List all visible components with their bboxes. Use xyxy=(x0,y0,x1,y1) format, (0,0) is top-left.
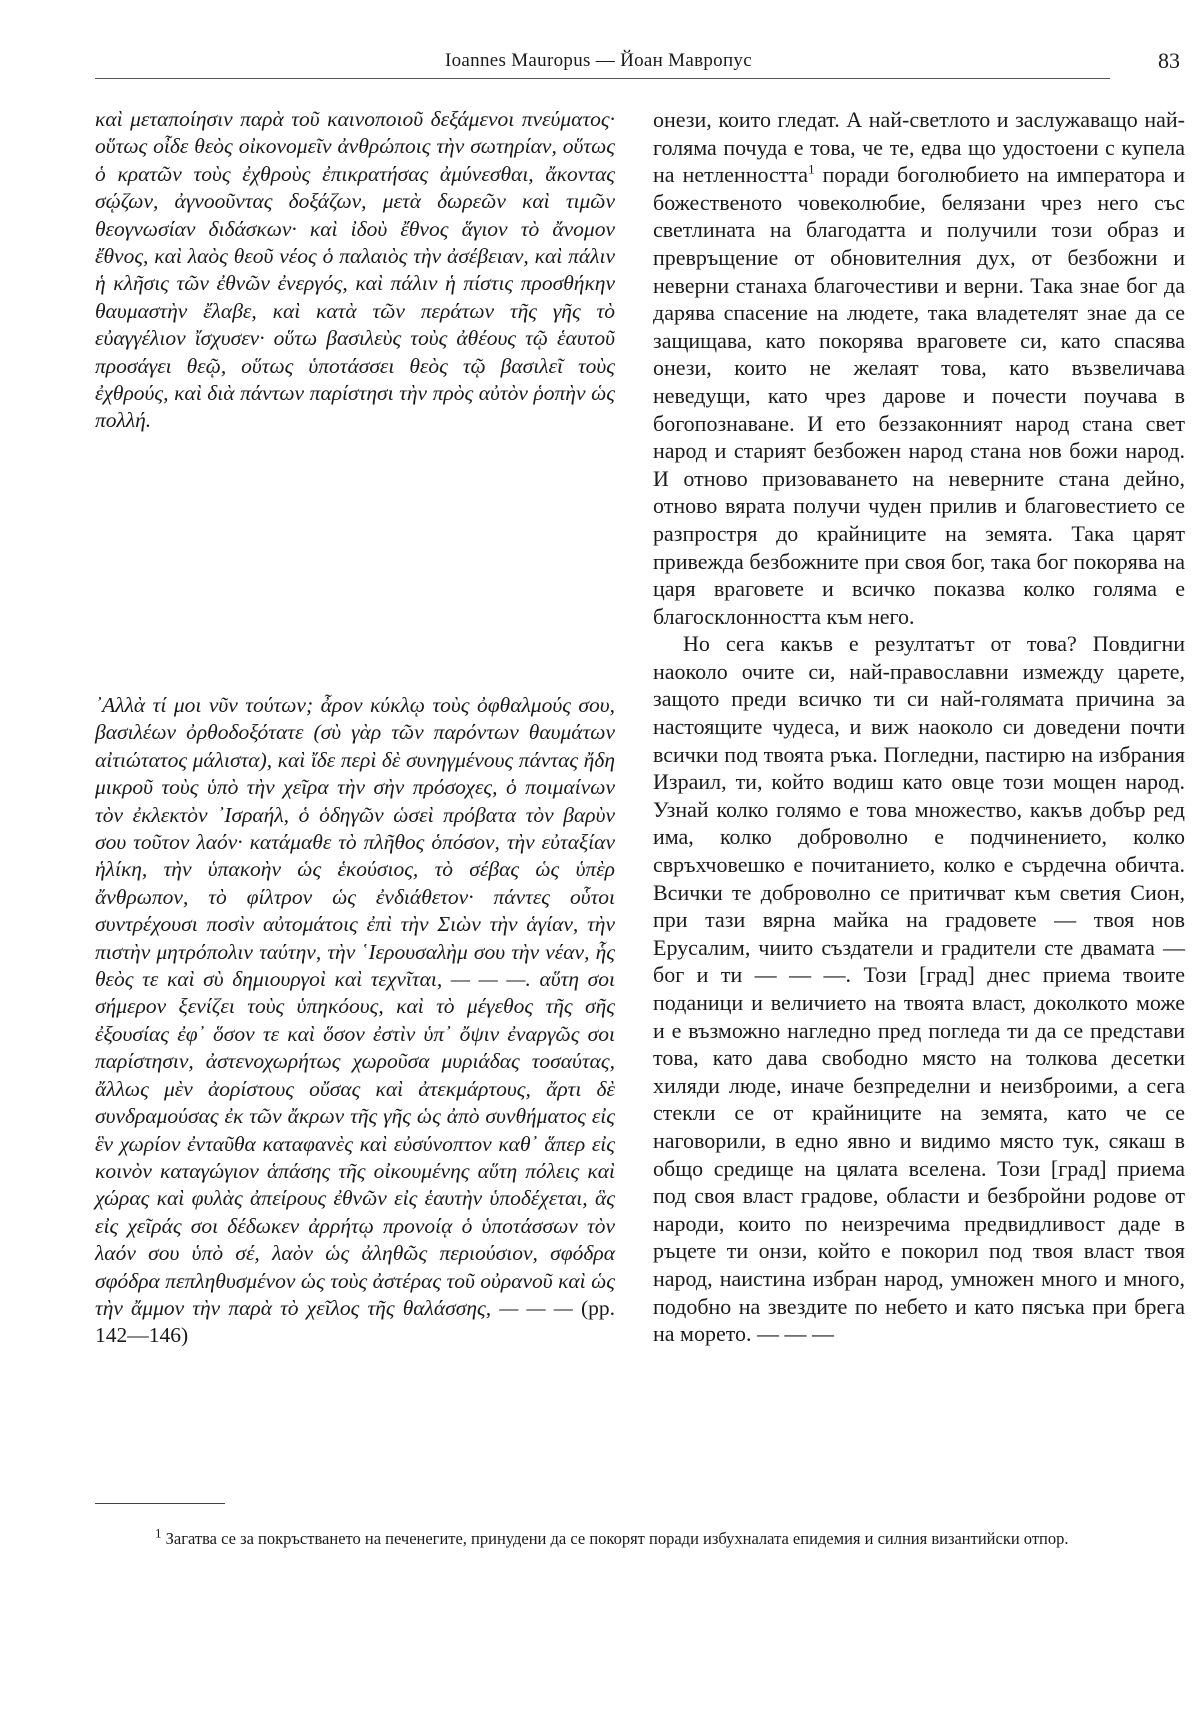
footnote-reference: 1 xyxy=(808,161,815,177)
bulgarian-translation xyxy=(653,106,1185,1348)
greek-text-block-2 xyxy=(95,692,615,1350)
citation: (pp. 142—146) xyxy=(95,1295,615,1348)
header-rule xyxy=(95,78,1110,79)
footnote-mark: 1 xyxy=(155,1525,162,1541)
footnote xyxy=(95,1525,1180,1550)
footnote-rule xyxy=(95,1503,225,1504)
translation-paragraph-2: Но сега какъв е резултатът от това? Повдигни наоколо очите си, най-православни измежду царете, защото преди всичко ти си най-голямата причина за настоящите чудеса, и виж наоколо си доведени почти всички под твоята ръка. Погледни, пастирю на избрания Израил, ти, който водиш като овце този мощен народ. Узнай колко голямо е това множество, какъв добър ред има, колко доброволно е подчинението, колко свръхчовешко е почитанието, колко е сърдечна обичта. Всички те доброволно се притичват към светия Сион, при тази вярна майка на градовете — твоя нов Ерусалим, чиито създатели и градители сте двамата — бог и ти — — —. Този [град] днес приема твоите поданици и величието на твоята власт, доколкото може и е възможно нагледно пред погледа ти да се представи това, като дава свободно място на толкова десетки хиляди люде, иначе безпределни и неизброими, а сега стекли се от крайниците на земята, като че се наговорили, в едно явно и видимо място тук, сякаш в общо средище на цялата вселена. Този [град] приема под своя власт градове, области и безбройни родове от народи, които по неизречима предвидливост даде в ръцете ти онзи, който е покорил под твоя власт твоя народ, наистина избран народ, умножен много и много, подобно на звездите по небето и като пясъка при брега на морето. — — — xyxy=(653,631,1185,1347)
greek-paragraph: καὶ μεταποίησιν παρὰ τοῦ καινοποιοῦ δεξάμενοι πνεύματος· οὕτως οἶδε θεὸς οἰκονομεῖν ἀνθρώποις τὴν σωτηρίαν, οὕτως ὁ κρατῶν τοὺς ἐχθροὺς ἐπικρατήσας ἀμύνεσθαι, ἄκοντας σῴζων, ἀγνοοῦντας δοξάζων, μετὰ δωρεῶν καὶ τιμῶν θεογνωσίαν διδάσκων· καὶ ἰδοὺ ἔθνος ἅγιον τὸ ἄνομον ἔθνος, καὶ λαὸς θεοῦ νέος ὁ παλαιὸς τὴν ἀσέβειαν, καὶ πάλιν ἡ κλῆσις τῶν ἐθνῶν ἐνεργός, καὶ πάλιν ἡ πίστις προσθήκην θαυμαστὴν ἔλαβε, καὶ κατὰ τῶν περάτων τῆς γῆς τὸ εὐαγγέλιον ἴσχυσεν· οὕτω βασιλεὺς τοὺς ἀθέους τῷ ἑαυτοῦ προσάγει θεῷ, οὕτως ὑποτάσσει θεὸς τῷ βασιλεῖ τοὺς ἐχθρούς, καὶ διὰ πάντων παρίστησι τὴν πρὸς αὐτὸν ῥοπὴν ὡς πολλή. xyxy=(95,107,615,433)
footnote-text: Загатва се за покръстването на печенегите, принудени да се покорят поради избухналата епидемия и силния византийски отпор. xyxy=(161,1529,1069,1548)
page-number: 83 xyxy=(1158,48,1180,73)
page-header xyxy=(95,48,1180,84)
greek-quote: ᾿Αλλὰ τί μοι νῦν τούτων; ἆρον κύκλῳ τοὺς ὀφθαλμούς σου, βασιλέων ὀρθοδοξότατε (σὺ γὰρ τῶν παρόντων θαυμάτων αἰτιώτατος μάλιστα), καὶ ἴδε περὶ δὲ συνηγμένους πάντας ἤδη μικροῦ τοὺς ὑπὸ τὴν χεῖρα τὴν σὴν πρόσοχες, ὁ ποιμαίνων τὸν ἐκλεκτὸν ᾿Ισραήλ, ὁ ὁδηγῶν ὡσεὶ πρόβατα τὸν βαρὺν σου τοῦτον λαόν· κατάμαθε τὸ πλῆθος ὁπόσον, τὴν εὐταξίαν ἡλίκη, τὴν ὑπακοὴν ὡς ἑκούσιος, τὸ σέβας ὡς ὑπὲρ ἄνθρωπον, τὸ φίλτρον ὡς ἐνδιάθετον· πάντες οὗτοι συντρέχουσι ποσὶν αὐτομάτοις ἐπὶ τὴν Σιὼν τὴν ἁγίαν, τὴν πιστὴν μητρόπολιν ταύτην, τὴν ῾Ιερουσαλὴμ σου τὴν νέαν, ἧς θεὸς τε καὶ σὺ δημιουργοὶ καὶ τεχνῖται, — — —. αὕτη σοι σήμερον ξενίζει τοὺς ὑπηκόους, καὶ τὸ μέγεθος τῆς σῆς ἐξουσίας ἐφ᾿ ὅσον τε καὶ ὅσον ἐστὶν ὑπ᾿ ὄψιν ἐναργῶς σοι παρίστησιν, ἀστενοχωρήτως χωροῦσα μυριάδας τοσαύτας, ἄλλως μὲν ἀορίστους οὔσας καὶ ἀτεκμάρτους, ἄρτι δὲ συνδραμούσας ἐκ τῶν ἄκρων τῆς γῆς ὡς ἀπὸ συνθήματος εἰς ἓν χωρίον ἐνταῦθα καταφανὲς καὶ εὐσύνοπτον καθ᾿ ἅπερ εἰς κοινὸν καταγώγιον ἁπάσης τῆς οἰκουμένης αὕτη πόλεις καὶ χώρας καὶ φυλὰς ἀπείρους ἐθνῶν εἰς ἑαυτὴν ὑποδέχεται, ἃς εἰς χεῖράς σοι δέδωκεν ἀρρήτῳ προνοίᾳ ὁ ὑποτάσσων τὸν λαόν σου ὑπὸ σέ, λαὸν ὡς ἀληθῶς περιούσιον, σφόδρα σφόδρα πεπληθυσμένον ὡς τοὺς ἀστέρας τοῦ οὐρανοῦ καὶ ὡς τὴν ἄμμον τὴν παρὰ τὸ χεῖλος τῆς θαλάσσης, — — — xyxy=(95,693,615,1320)
translation-paragraph-1: онези, които гледат. А най-светлото и заслужаващо най-голяма почуда е това, че те, едва що удостоени с купела на нетленността$^1$ поради боголюбието на императора и божественото човеколюбие, белязани чрез него със светлината на благодатта и получили този образ и превръщение от обновителния дух, от безбожни и неверни станаха благочестиви и верни. Така знае бог да дарява спасение на людете, така владетелят знае да се защищава, като покорява враговете си, като спасява онези, които не желаят това, като възвеличава неведущи, като чрез дарове и почести поучава в богопознаване. И ето беззаконният народ стана свет народ и старият безбожен народ стана нов божи народ. И отново призоваването на неверните стана дейно, отново вярата получи чуден прилив и благовестието се разпростря до крайниците на земята. Така царят привежда безбожните при своя бог, така бог покорява на царя враговете и всичко показва колко голяма е благосклонността към него. xyxy=(653,107,1185,629)
greek-paragraph xyxy=(95,692,615,1350)
greek-text-block-1 xyxy=(95,106,615,435)
running-title: Ioannes Mauropus — Йоан Мавропус xyxy=(445,50,752,71)
